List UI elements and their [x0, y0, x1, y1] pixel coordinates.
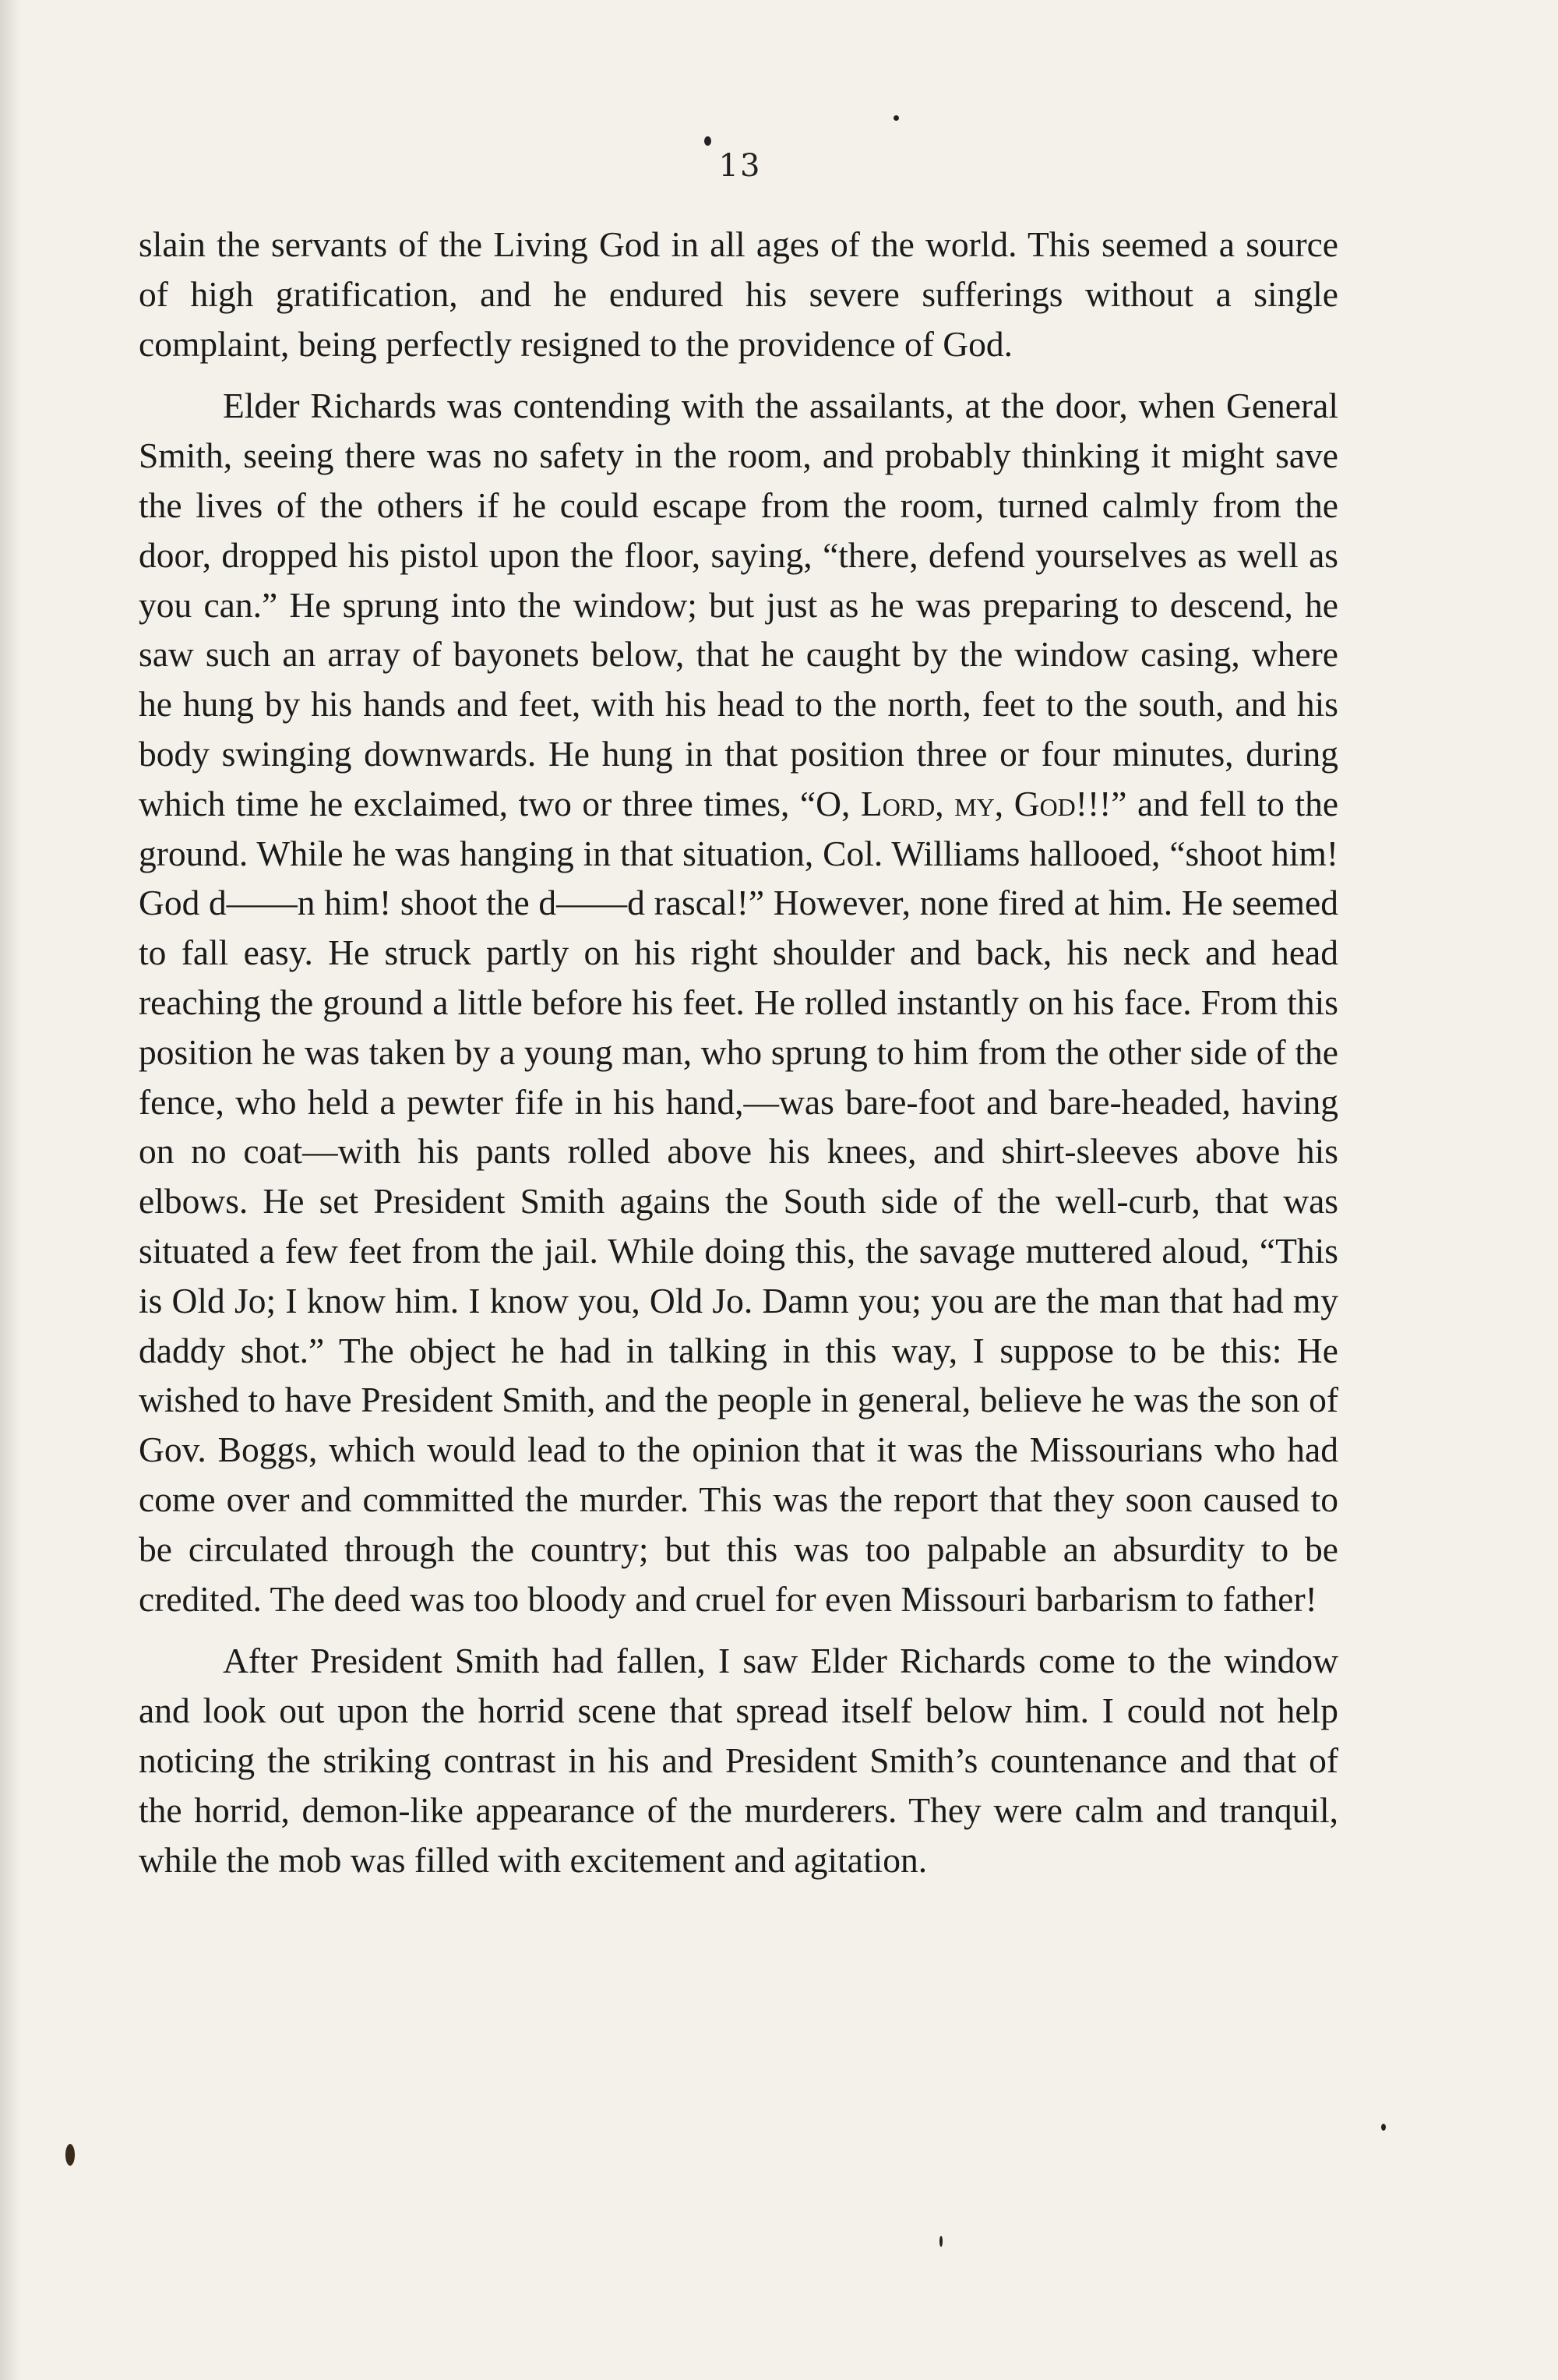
ink-speck	[65, 2144, 75, 2166]
ink-speck	[704, 136, 711, 146]
body-text	[139, 220, 1338, 1885]
paragraph-1: slain the servants of the Living God in all ages of the world. This seemed a source of high gratification, and he endured his severe sufferings without a single complaint, being perfectly resigned to the providence of God.	[139, 224, 1338, 364]
page-binding-edge	[0, 0, 20, 2380]
page-number: 13	[718, 148, 762, 184]
lord-my-god-exclamation: Lord, my, God	[860, 783, 1076, 823]
ink-speck	[1381, 2124, 1386, 2131]
ink-speck	[894, 115, 899, 121]
ink-speck	[939, 2236, 943, 2247]
paragraph-3: After President Smith had fallen, I saw Elder Richards come to the window and look out upon the horrid scene that spread itself below him. I could not help noticing the striking contrast in his and President Smith’s countenance and that of the horrid, demon-like appearance of the murderers. They were calm and tranquil, while the mob was filled with excitement and agitation.	[139, 1641, 1338, 1880]
paragraph-2-part-1: Elder Richards was contending with the assailants, at the door, when General Smith, seeing there was no safety in the room, and probably thinking it might save the lives of the others if he could escape from the room, turned calmly from the door, dropped his pistol upon the floor, saying, “there, defend yourselves as well as you can.” He sprung into the window; but just as he was preparing to descend, he saw such an array of bayonets below, that he caught by the window casing, where he hung by his hands and feet, with his head to the north, feet to the south, and his body swinging downwards. He hung in that position three or four minutes, during which time he exclaimed, two or three times, “O,	[139, 386, 1338, 823]
paragraph-2	[139, 381, 1338, 1624]
paragraph-2-part-2: !!!” and fell to the ground. While he was hanging in that situation, Col. Williams hallooed, “shoot him! God d——n him! shoot the d——d rascal!” However, none fired at him. He seemed to fall easy. He struck partly on his right shoulder and back, his neck and head reaching the ground a little before his feet. He rolled instantly on his face. From this position he was taken by a young man, who sprung to him from the other side of the fence, who held a pewter fife in his hand,—was bare-foot and bare-headed, having on no coat—with his pants rolled above his knees, and shirt-sleeves above his elbows. He set President Smith agains the South side of the well-curb, that was situated a few feet from the jail. While doing this, the savage muttered aloud, “This is Old Jo; I know him. I know you, Old Jo. Damn you; you are the man that had my daddy shot.” The object he had in talking in this way, I suppose to be this: He wished to have President Smith, and the people in general, believe he was the son of Gov. Boggs, which would lead to the opinion that it was the Missourians who had come over and committed the murder. This was the report that they soon caused to be circulated through the country; but this was too palpable an absurdity to be credited. The deed was too bloody and cruel for even Missouri barbarism to father!	[139, 783, 1339, 1619]
